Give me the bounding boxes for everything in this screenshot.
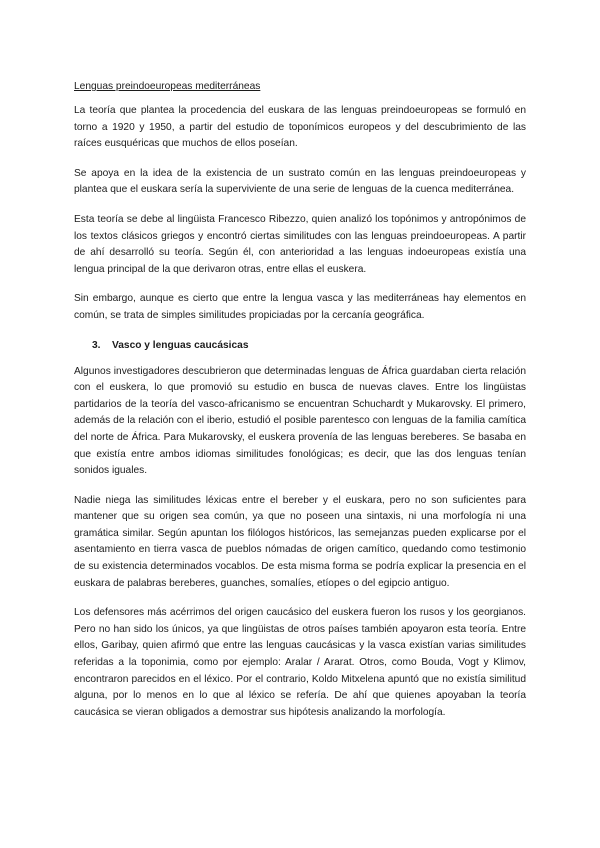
document-body (74, 80, 526, 734)
paragraph: Esta teoría se debe al lingüista Francesco Ribezzo, quien analizó los topónimos y antropónimos de los textos clásicos griegos y encontró ciertas similitudes con las lenguas preindoeuropeas. A partir de ahí desarrolló su teoría. Según él, con anterioridad a las lenguas indoeuropeas existía una lengua principal de la que derivaron otras, entre ellas el euskera. (74, 213, 526, 275)
section-heading (74, 338, 526, 353)
section-number: 3. (92, 339, 101, 351)
paragraph: Algunos investigadores descubrieron que determinadas lenguas de África guardaban cierta relación con el euskera, lo que promovió su estudio en busca de nuevas claves. Entre los lingüistas partidarios de la teoría del vasco-africanismo se encuentran Schuchardt y Mukarovsky. El primero, además de la relación con el iberio, estudió el posible parentesco con lenguas de la familia camítica del norte de África. Para Mukarovsky, el euskera provenía de las lenguas bereberes. Se basaba en que existía entre ambos idiomas similitudes fonológicas; es decir, que las dos lenguas tenían sonidos iguales. (74, 365, 526, 477)
paragraph: Se apoya en la idea de la existencia de un sustrato común en las lenguas preindoeuropeas y plantea que el euskara sería la superviviente de una serie de lenguas de la cuenca mediterránea. (74, 167, 526, 196)
paragraph: La teoría que plantea la procedencia del euskara de las lenguas preindoeuropeas se formuló en torno a 1920 y 1950, a partir del estudio de toponímicos europeos y del descubrimiento de las raíces eusquéricas que muchos de ellos poseían. (74, 105, 526, 150)
section-heading-label: Vasco y lenguas caucásicas (112, 339, 249, 351)
paragraph: Los defensores más acérrimos del origen caucásico del euskera fueron los rusos y los georgianos. Pero no han sido los únicos, ya que lingüistas de otros países también apoyaron esta teoría. Entre ellos, Garibay, quien afirmó que entre las lenguas caucásicas y la vasca existían varias similitudes referidas a la toponimia, como por ejemplo: Aralar / Ararat. Otros, como Bouda, Vogt y Klimov, encontraron parecidos en el léxico. Por el contrario, Koldo Mitxelena apuntó que no existía similitud alguna, por lo menos en lo que al léxico se refería. De ahí que quienes apoyaban la teoría caucásica se vieran obligados a demostrar sus hipótesis analizando la morfología. (74, 607, 526, 718)
section-title: Lenguas preindoeuropeas mediterráneas (74, 81, 261, 92)
paragraph: Sin embargo, aunque es cierto que entre la lengua vasca y las mediterráneas hay elementos en común, se trata de simples similitudes propiciadas por la cercanía geográfica. (74, 293, 526, 321)
paragraph: Nadie niega las similitudes léxicas entre el bereber y el euskara, pero no son suficientes para mantener que su origen sea común, ya que no poseen una sintaxis, ni una morfología ni una gramática similar. Según apuntan los filólogos históricos, las semejanzas pueden explicarse por el asentamiento en tierra vasca de pueblos nómadas de origen camítico, quedando como testimonio de su existencia determinados vocablos. De esta misma forma se podría explicar la presencia en el euskara de palabras bereberes, guanches, somalíes, etíopes o del egipcio antiguo. (74, 494, 526, 589)
